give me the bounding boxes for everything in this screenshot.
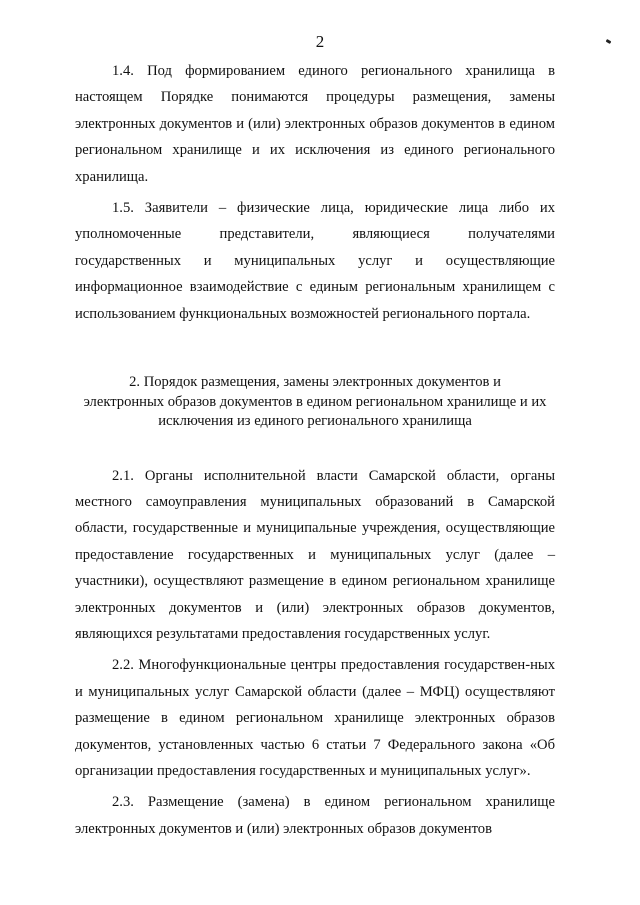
section-heading bbox=[75, 373, 555, 432]
paragraph-1-5: 1.5. Заявители – физические лица, юридические лица либо их уполномоченные представители, являющиеся получателями государственных и муниципальных услуг и осуществляющие информационное взаимодействие с единым региональным хранилищем с использованием функциональных возможностей регионального портала. bbox=[75, 200, 555, 322]
section-heading-line-3: исключения из единого регионального хранилища bbox=[158, 413, 472, 430]
section-heading-line-1: 2. Порядок размещения, замены электронных документов и bbox=[129, 374, 501, 391]
page-number: 2 bbox=[315, 32, 325, 51]
paragraph-2-3: 2.3. Размещение (замена) в едином региональном хранилище электронных документов и (или) электронных образов документов bbox=[75, 794, 555, 837]
document-body bbox=[75, 58, 555, 842]
paragraph-1-4: 1.4. Под формированием единого регионального хранилища в настоящем Порядке понимаются процедуры размещения, замены электронных документов и (или) электронных образов документов в едином региональном хранилище и их исключения из единого регионального хранилища. bbox=[75, 63, 555, 185]
section-heading-line-2: электронных образов документов в едином региональном хранилище и их bbox=[83, 393, 547, 410]
paragraph-2-2: 2.2. Многофункциональные центры предоставления государствен-ных и муниципальных услуг Самарской области (далее – МФЦ) осуществляют размещение в едином региональном хранилище электронных образов документов, установленных частью 6 статьи 7 Федерального закона «Об организации предоставления государственных и муниципальных услуг». bbox=[75, 657, 555, 780]
paragraph-2-1: 2.1. Органы исполнительной власти Самарской области, органы местного самоуправления муниципальных образований в Самарской области, государственные и муниципальные учреждения, осуществляющие предоставление государственных и муниципальных услуг (далее – участники), осуществляют размещение в едином региональном хранилище электронных документов и (или) электронных образов документов, являющихся результатами предоставления государственных услуг. bbox=[75, 467, 555, 642]
